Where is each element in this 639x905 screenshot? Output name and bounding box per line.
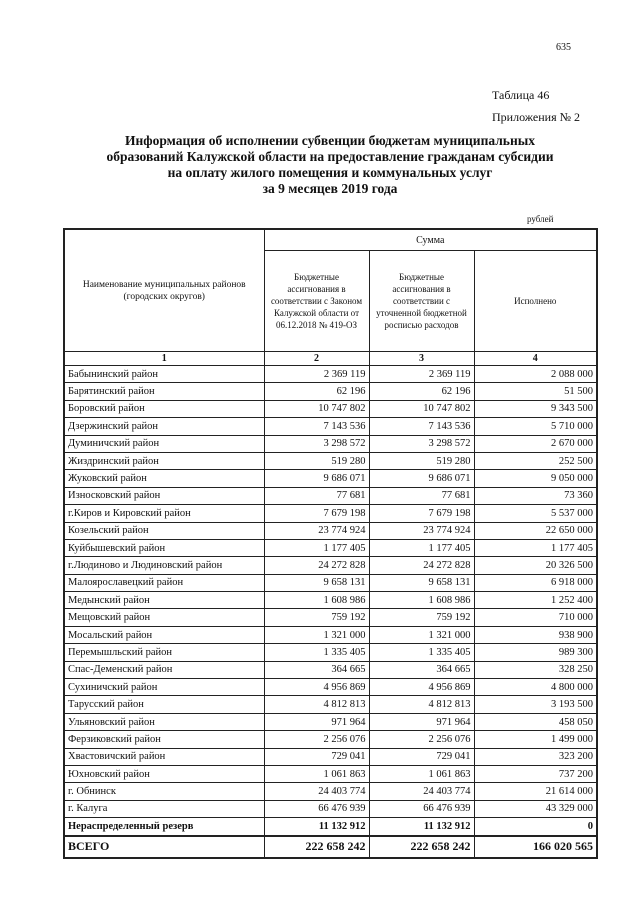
total-row: [64, 836, 597, 858]
row-name: Мещовский район: [64, 609, 264, 626]
report-table: [63, 228, 598, 859]
row-value-c: 323 200: [474, 748, 597, 765]
row-value-b: 4 812 813: [369, 696, 474, 713]
table-row: [64, 383, 597, 400]
row-value-a: 1 321 000: [264, 626, 369, 643]
title-line: образований Калужской области на предоставление гражданам субсидии: [106, 149, 554, 164]
row-value-a: 729 041: [264, 748, 369, 765]
row-value-b: 759 192: [369, 609, 474, 626]
table-row: [64, 366, 597, 383]
row-value-a: 3 298 572: [264, 435, 369, 452]
row-value-c: 1 499 000: [474, 731, 597, 748]
row-value-a: 24 272 828: [264, 557, 369, 574]
row-value-a: 2 369 119: [264, 366, 369, 383]
row-value-c: 4 800 000: [474, 679, 597, 696]
row-value-b: 2 256 076: [369, 731, 474, 748]
row-value-b: 1 177 405: [369, 539, 474, 556]
table-row: [64, 505, 597, 522]
row-name: Куйбышевский район: [64, 539, 264, 556]
header-name: Наименование муниципальных районов (городских округов): [64, 229, 264, 352]
row-value-b: 1 321 000: [369, 626, 474, 643]
row-name: г.Киров и Кировский район: [64, 505, 264, 522]
row-value-b: 9 686 071: [369, 470, 474, 487]
row-value-b: 971 964: [369, 713, 474, 730]
row-value-a: 2 256 076: [264, 731, 369, 748]
row-value-b: 729 041: [369, 748, 474, 765]
row-value-a: 9 686 071: [264, 470, 369, 487]
unit-label: рублей: [527, 214, 554, 224]
row-value-c: 0: [474, 818, 597, 836]
row-name: Бабынинский район: [64, 366, 264, 383]
table-row: [64, 592, 597, 609]
row-value-c: 1 177 405: [474, 539, 597, 556]
row-value-c: 20 326 500: [474, 557, 597, 574]
row-value-b: 7 143 536: [369, 418, 474, 435]
row-name: Нераспределенный резерв: [64, 818, 264, 836]
row-value-a: 7 143 536: [264, 418, 369, 435]
table-row: [64, 626, 597, 643]
row-value-a: 519 280: [264, 452, 369, 469]
table-row: [64, 783, 597, 800]
header-col-b: Бюджетные ассигнования в соответствии с уточненной бюджетной росписью расходов: [369, 251, 474, 352]
row-name: Хвастовичский район: [64, 748, 264, 765]
title-line: за 9 месяцев 2019 года: [262, 181, 398, 196]
table-body: [64, 366, 597, 818]
row-name: Юхновский район: [64, 765, 264, 782]
row-value-c: 2 088 000: [474, 366, 597, 383]
row-name: Малоярославецкий район: [64, 574, 264, 591]
row-value-c: 458 050: [474, 713, 597, 730]
row-value-c: 252 500: [474, 452, 597, 469]
row-name: Ферзиковский район: [64, 731, 264, 748]
row-value-c: 9 050 000: [474, 470, 597, 487]
table-row: [64, 679, 597, 696]
table-row: [64, 748, 597, 765]
row-name: г. Калуга: [64, 800, 264, 817]
column-number: 1: [64, 352, 264, 366]
row-value-c: 9 343 500: [474, 400, 597, 417]
row-value-a: 364 665: [264, 661, 369, 678]
row-value-c: 5 537 000: [474, 505, 597, 522]
row-value-c: 328 250: [474, 661, 597, 678]
row-value-a: 759 192: [264, 609, 369, 626]
row-name: Перемышльский район: [64, 644, 264, 661]
row-name: г.Людиново и Людиновский район: [64, 557, 264, 574]
row-name: Жиздринский район: [64, 452, 264, 469]
row-value-b: 23 774 924: [369, 522, 474, 539]
table-row: [64, 731, 597, 748]
table-row: [64, 400, 597, 417]
table-row: [64, 557, 597, 574]
header-col-c: Исполнено: [474, 251, 597, 352]
table-row: [64, 418, 597, 435]
row-value-c: 73 360: [474, 487, 597, 504]
row-name: Дзержинский район: [64, 418, 264, 435]
appendix-label: Приложения № 2: [492, 110, 581, 124]
row-name: г. Обнинск: [64, 783, 264, 800]
row-value-c: 2 670 000: [474, 435, 597, 452]
row-value-a: 24 403 774: [264, 783, 369, 800]
page-number: 635: [556, 42, 571, 53]
row-value-b: 11 132 912: [369, 818, 474, 836]
row-value-a: 10 747 802: [264, 400, 369, 417]
row-value-a: 222 658 242: [264, 836, 369, 858]
row-value-a: 9 658 131: [264, 574, 369, 591]
row-value-c: 710 000: [474, 609, 597, 626]
row-value-b: 222 658 242: [369, 836, 474, 858]
row-name: Ульяновский район: [64, 713, 264, 730]
row-value-c: 166 020 565: [474, 836, 597, 858]
table-row: [64, 470, 597, 487]
row-value-b: 2 369 119: [369, 366, 474, 383]
table-row: [64, 644, 597, 661]
row-value-c: 21 614 000: [474, 783, 597, 800]
table-row: [64, 452, 597, 469]
row-value-a: 1 335 405: [264, 644, 369, 661]
row-value-b: 3 298 572: [369, 435, 474, 452]
row-value-a: 1 177 405: [264, 539, 369, 556]
table-row: [64, 609, 597, 626]
row-value-c: 6 918 000: [474, 574, 597, 591]
row-value-c: 989 300: [474, 644, 597, 661]
row-value-c: 43 329 000: [474, 800, 597, 817]
table-row: [64, 539, 597, 556]
row-value-c: 51 500: [474, 383, 597, 400]
table-row: [64, 661, 597, 678]
row-value-c: 1 252 400: [474, 592, 597, 609]
row-value-b: 10 747 802: [369, 400, 474, 417]
row-name: Мосальский район: [64, 626, 264, 643]
row-value-b: 1 061 863: [369, 765, 474, 782]
table-row: [64, 487, 597, 504]
row-value-a: 4 812 813: [264, 696, 369, 713]
row-value-a: 62 196: [264, 383, 369, 400]
row-name: Сухиничский район: [64, 679, 264, 696]
row-value-b: 62 196: [369, 383, 474, 400]
row-name: Износковский район: [64, 487, 264, 504]
table-row: [64, 435, 597, 452]
row-name: Жуковский район: [64, 470, 264, 487]
table-row: [64, 696, 597, 713]
column-number: 3: [369, 352, 474, 366]
row-name: ВСЕГО: [64, 836, 264, 858]
row-name: Тарусский район: [64, 696, 264, 713]
title-line: на оплату жилого помещения и коммунальных услуг: [167, 165, 493, 180]
row-name: Спас-Деменский район: [64, 661, 264, 678]
table-row: [64, 522, 597, 539]
row-value-b: 24 272 828: [369, 557, 474, 574]
row-value-a: 4 956 869: [264, 679, 369, 696]
column-number: 4: [474, 352, 597, 366]
row-value-b: 4 956 869: [369, 679, 474, 696]
row-value-b: 77 681: [369, 487, 474, 504]
document-title: [60, 133, 600, 197]
row-value-a: 1 608 986: [264, 592, 369, 609]
row-value-a: 971 964: [264, 713, 369, 730]
row-value-c: 3 193 500: [474, 696, 597, 713]
row-value-b: 1 335 405: [369, 644, 474, 661]
row-name: Думиничский район: [64, 435, 264, 452]
row-value-c: 737 200: [474, 765, 597, 782]
row-value-b: 7 679 198: [369, 505, 474, 522]
row-value-a: 66 476 939: [264, 800, 369, 817]
row-value-a: 23 774 924: [264, 522, 369, 539]
row-value-b: 1 608 986: [369, 592, 474, 609]
table-row: [64, 574, 597, 591]
row-value-c: 22 650 000: [474, 522, 597, 539]
table-row: [64, 713, 597, 730]
column-number: 2: [264, 352, 369, 366]
header-col-a: Бюджетные ассигнования в соответствии с Законом Калужской области от 06.12.2018 № 419-ОЗ: [264, 251, 369, 352]
row-value-c: 938 900: [474, 626, 597, 643]
row-value-b: 9 658 131: [369, 574, 474, 591]
row-value-a: 77 681: [264, 487, 369, 504]
title-line: Информация об исполнении субвенции бюджетам муниципальных: [124, 133, 536, 148]
table-row: [64, 800, 597, 817]
row-name: Медынский район: [64, 592, 264, 609]
row-value-a: 7 679 198: [264, 505, 369, 522]
row-value-b: 364 665: [369, 661, 474, 678]
reserve-row: [64, 818, 597, 836]
row-value-b: 66 476 939: [369, 800, 474, 817]
row-value-b: 24 403 774: [369, 783, 474, 800]
row-value-b: 519 280: [369, 452, 474, 469]
row-name: Боровский район: [64, 400, 264, 417]
row-name: Барятинский район: [64, 383, 264, 400]
header-summa: Сумма: [264, 229, 597, 251]
row-name: Козельский район: [64, 522, 264, 539]
row-value-a: 1 061 863: [264, 765, 369, 782]
table-label: Таблица 46: [492, 88, 550, 102]
row-value-a: 11 132 912: [264, 818, 369, 836]
table-row: [64, 765, 597, 782]
row-value-c: 5 710 000: [474, 418, 597, 435]
